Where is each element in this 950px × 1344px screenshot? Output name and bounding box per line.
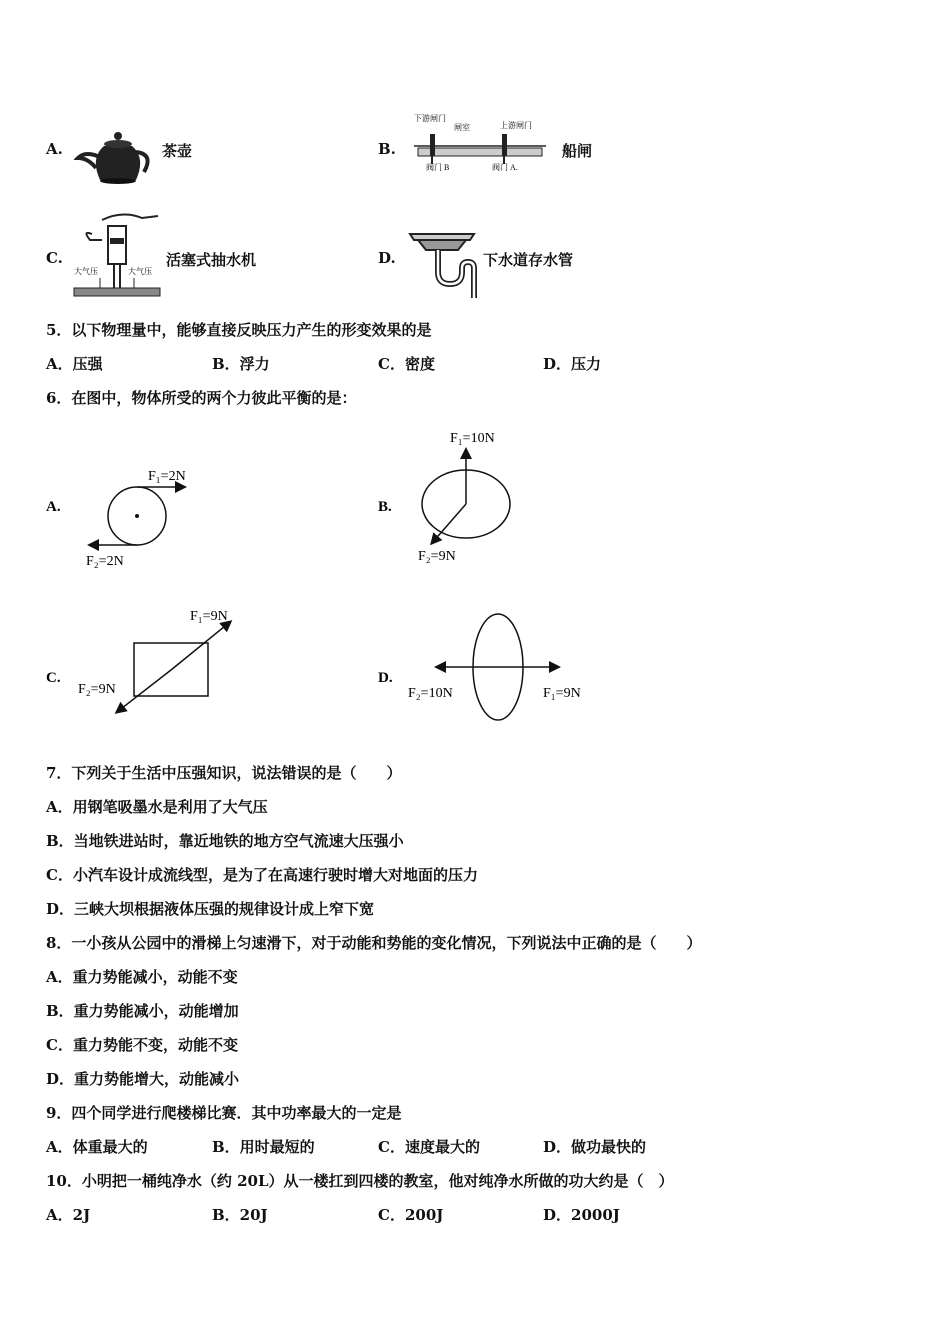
q9-option-b: B．用时最短的 bbox=[212, 1138, 315, 1156]
up-gate-label: 上游闸门 bbox=[500, 121, 532, 130]
q6-a-f2-label: F₂=2N bbox=[86, 554, 124, 569]
q10-option-a: A．2J bbox=[46, 1206, 91, 1224]
q5-option-a: A．压强 bbox=[46, 355, 103, 373]
option-letter: D. bbox=[378, 249, 396, 267]
q6-stem: 6．在图中，物体所受的两个力彼此平衡的是： bbox=[46, 389, 357, 407]
q5-stem: 5．以下物理量中，能够直接反映压力产生的形变效果的是 bbox=[46, 321, 432, 339]
q10-option-d: D．2000J bbox=[543, 1206, 620, 1224]
atm-right-label: 大气压 bbox=[128, 267, 152, 276]
q7-option-d: D．三峡大坝根据液体压强的规律设计成上窄下宽 bbox=[46, 900, 375, 918]
option-letter: C. bbox=[46, 249, 63, 267]
q7-stem: 7．下列关于生活中压强知识，说法错误的是（ ） bbox=[46, 764, 402, 782]
q9-stem: 9．四个同学进行爬楼梯比赛．其中功率最大的一定是 bbox=[46, 1104, 402, 1122]
q10-stem: 10．小明把一桶纯净水（约 20L）从一楼扛到四楼的教室，他对纯净水所做的功大约是（ ） bbox=[46, 1172, 674, 1190]
option-name: 活塞式抽水机 bbox=[166, 251, 257, 269]
q6-c-f2-label: F₂=9N bbox=[78, 682, 116, 697]
option-name: 下水道存水管 bbox=[483, 251, 574, 269]
q8-option-d: D．重力势能增大，动能减小 bbox=[46, 1070, 240, 1088]
q9-option-c: C．速度最大的 bbox=[378, 1138, 480, 1156]
q10-option-c: C．200J bbox=[378, 1206, 444, 1224]
valve-b-label: 阀门 B bbox=[426, 163, 450, 172]
option-name: 船闸 bbox=[562, 142, 593, 160]
q6-a-letter: A. bbox=[46, 499, 61, 515]
valve-a-label: 阀门 A. bbox=[492, 163, 518, 172]
q6-c-f2-arrow bbox=[117, 670, 171, 712]
q6-d-f2-label: F₂=10N bbox=[408, 686, 453, 701]
q9-option-a: A．体重最大的 bbox=[46, 1138, 148, 1156]
chamber-label: 闸室 bbox=[454, 123, 470, 132]
q10-option-b: B．20J bbox=[212, 1206, 268, 1224]
q6-d-letter: D. bbox=[378, 670, 393, 686]
q6-b-f2-label: F₂=9N bbox=[418, 549, 456, 564]
down-gate-label: 下游闸门 bbox=[414, 114, 446, 123]
q6-b-letter: B. bbox=[378, 499, 392, 515]
q8-option-c: C．重力势能不变，动能不变 bbox=[46, 1036, 238, 1054]
q5-option-c: C．密度 bbox=[378, 355, 435, 373]
q6-c-f1-arrow bbox=[171, 622, 230, 670]
q6-b-f1-label: F₁=10N bbox=[450, 431, 495, 446]
q8-option-b: B．重力势能减小，动能增加 bbox=[46, 1002, 239, 1020]
q6-a-f1-label: F₁=2N bbox=[148, 469, 186, 484]
q7-option-b: B．当地铁进站时，靠近地铁的地方空气流速大压强小 bbox=[46, 832, 404, 850]
q7-option-c: C．小汽车设计成流线型，是为了在高速行驶时增大对地面的压力 bbox=[46, 866, 478, 884]
q8-stem: 8．一小孩从公园中的滑梯上匀速滑下，对于动能和势能的变化情况，下列说法中正确的是（ ） bbox=[46, 934, 702, 952]
option-name: 茶壶 bbox=[162, 142, 193, 160]
option-letter: B. bbox=[378, 140, 396, 158]
q5-option-d: D．压力 bbox=[543, 355, 602, 373]
q9-option-d: D．做功最快的 bbox=[543, 1138, 647, 1156]
q6-c-letter: C. bbox=[46, 670, 61, 686]
q7-option-a: A．用钢笔吸墨水是利用了大气压 bbox=[46, 798, 268, 816]
atm-left-label: 大气压 bbox=[74, 267, 98, 276]
q6-d-f1-label: F₁=9N bbox=[543, 686, 581, 701]
q6-c-f1-label: F₁=9N bbox=[190, 609, 228, 624]
q8-option-a: A．重力势能减小，动能不变 bbox=[46, 968, 238, 986]
q5-option-b: B．浮力 bbox=[212, 355, 270, 373]
option-letter: A. bbox=[46, 140, 63, 158]
